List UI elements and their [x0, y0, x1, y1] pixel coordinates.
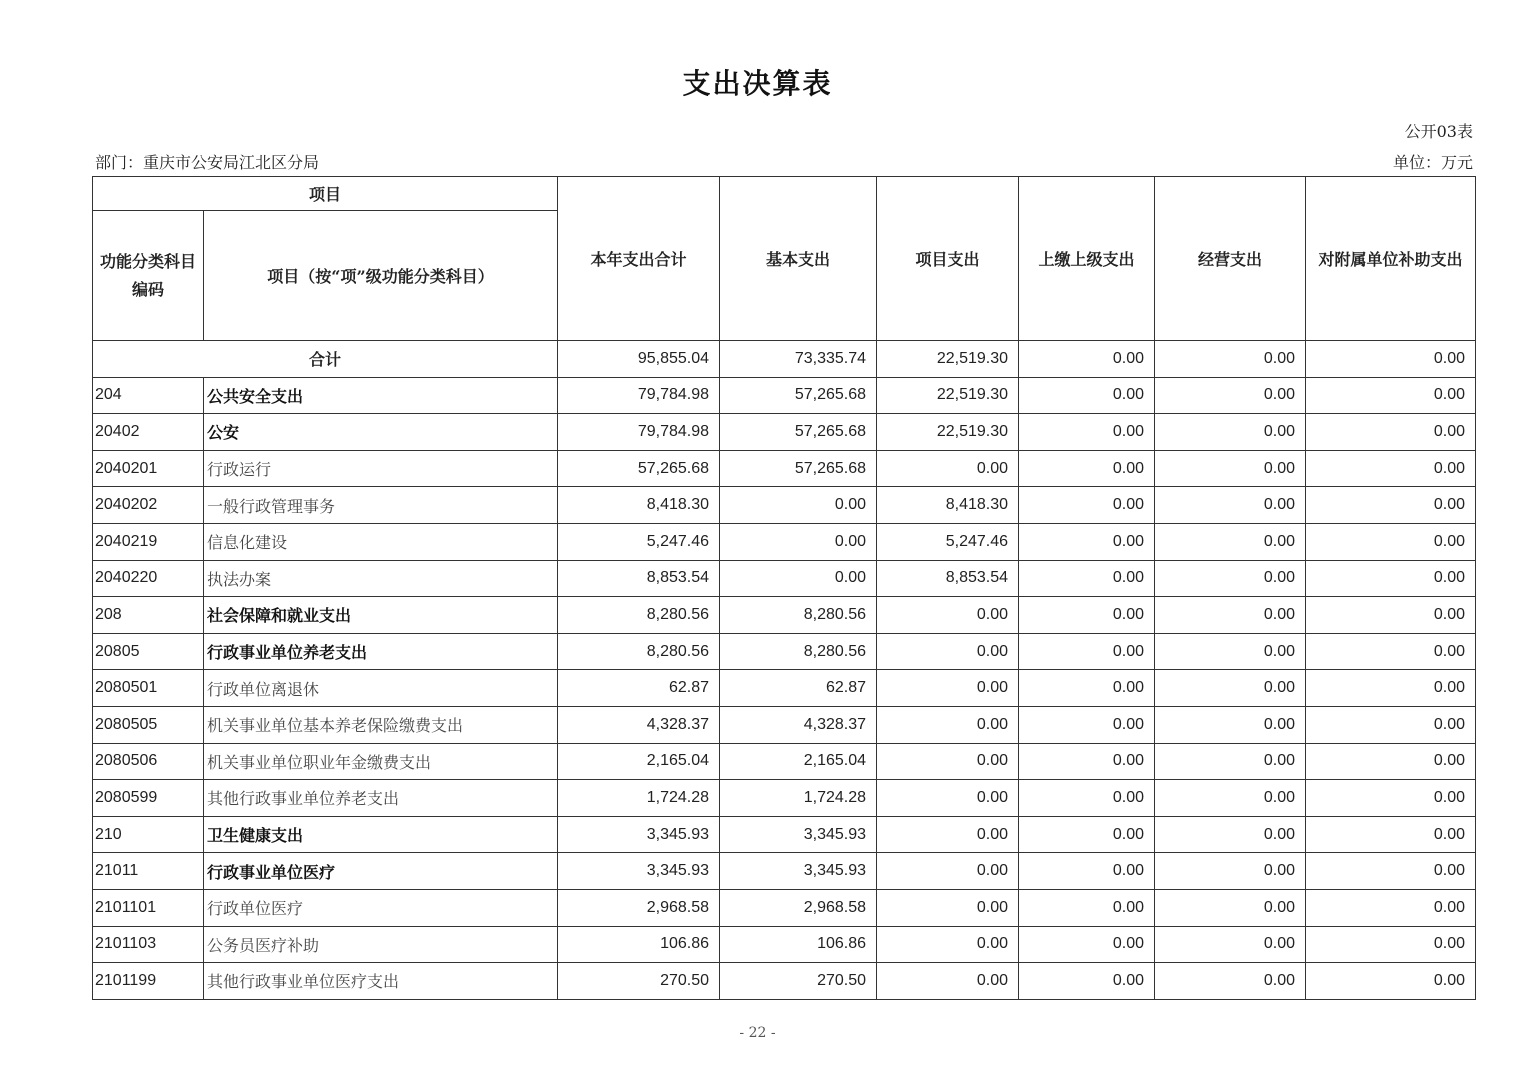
row-name: 机关事业单位基本养老保险缴费支出 — [204, 706, 558, 743]
table-row — [93, 853, 1476, 890]
row-code: 2101101 — [93, 889, 204, 926]
table-row — [93, 377, 1476, 414]
row-value: 270.50 — [720, 963, 877, 1000]
row-value: 0.00 — [1306, 780, 1476, 817]
row-value: 106.86 — [720, 926, 877, 963]
row-value: 0.00 — [1019, 780, 1155, 817]
row-value: 0.00 — [877, 706, 1019, 743]
header-subsidy: 对附属单位补助支出 — [1306, 177, 1476, 341]
table-row — [93, 963, 1476, 1000]
row-value: 3,345.93 — [558, 853, 720, 890]
row-value: 0.00 — [1155, 743, 1306, 780]
row-value: 0.00 — [1306, 743, 1476, 780]
row-value: 0.00 — [1019, 816, 1155, 853]
form-number: 公开03表 — [1404, 122, 1473, 141]
row-value: 0.00 — [720, 523, 877, 560]
row-value: 79,784.98 — [558, 414, 720, 451]
row-name: 行政单位离退休 — [204, 670, 558, 707]
row-value: 0.00 — [1306, 560, 1476, 597]
unit-label: 单位：万元 — [1392, 153, 1473, 172]
row-code: 2080501 — [93, 670, 204, 707]
row-value: 57,265.68 — [720, 414, 877, 451]
row-name: 执法办案 — [204, 560, 558, 597]
row-value: 0.00 — [1306, 597, 1476, 634]
row-value: 57,265.68 — [720, 377, 877, 414]
row-value: 0.00 — [1155, 597, 1306, 634]
row-value: 0.00 — [1019, 889, 1155, 926]
row-value: 0.00 — [877, 963, 1019, 1000]
row-value: 0.00 — [877, 450, 1019, 487]
row-value: 3,345.93 — [720, 853, 877, 890]
row-value: 0.00 — [1155, 414, 1306, 451]
row-code: 2101103 — [93, 926, 204, 963]
row-value: 0.00 — [1306, 523, 1476, 560]
header-upper: 上缴上级支出 — [1019, 177, 1155, 341]
row-name: 公共安全支出 — [204, 377, 558, 414]
row-value: 2,968.58 — [720, 889, 877, 926]
row-value: 0.00 — [1306, 670, 1476, 707]
total-cell: 0.00 — [1019, 341, 1155, 378]
total-cell: 73,335.74 — [720, 341, 877, 378]
row-value: 0.00 — [1306, 706, 1476, 743]
header-func-code: 功能分类科目编码 — [93, 211, 204, 341]
row-code: 2080505 — [93, 706, 204, 743]
row-value: 0.00 — [720, 487, 877, 524]
page-title: 支出决算表 — [682, 67, 833, 100]
row-value: 2,968.58 — [558, 889, 720, 926]
row-value: 22,519.30 — [877, 377, 1019, 414]
row-value: 8,280.56 — [558, 597, 720, 634]
row-value: 1,724.28 — [558, 780, 720, 817]
row-value: 8,280.56 — [720, 633, 877, 670]
row-value: 0.00 — [720, 560, 877, 597]
row-value: 0.00 — [1155, 780, 1306, 817]
row-code: 210 — [93, 816, 204, 853]
row-code: 2080506 — [93, 743, 204, 780]
row-name: 行政事业单位养老支出 — [204, 633, 558, 670]
row-value: 106.86 — [558, 926, 720, 963]
row-value: 0.00 — [1155, 963, 1306, 1000]
row-value: 0.00 — [1155, 670, 1306, 707]
table-row — [93, 926, 1476, 963]
row-code: 20402 — [93, 414, 204, 451]
row-value: 0.00 — [877, 597, 1019, 634]
header-project: 项目 — [93, 177, 558, 211]
row-value: 0.00 — [1019, 743, 1155, 780]
row-value: 62.87 — [720, 670, 877, 707]
table-row — [93, 450, 1476, 487]
row-code: 2080599 — [93, 780, 204, 817]
row-code: 204 — [93, 377, 204, 414]
row-value: 0.00 — [1019, 963, 1155, 1000]
row-value: 0.00 — [1306, 889, 1476, 926]
row-value: 0.00 — [877, 670, 1019, 707]
table-row — [93, 597, 1476, 634]
row-value: 4,328.37 — [558, 706, 720, 743]
table-row — [93, 706, 1476, 743]
row-value: 57,265.68 — [558, 450, 720, 487]
row-value: 0.00 — [1155, 816, 1306, 853]
row-value: 8,853.54 — [877, 560, 1019, 597]
row-value: 5,247.46 — [558, 523, 720, 560]
row-value: 0.00 — [1019, 560, 1155, 597]
row-code: 2040219 — [93, 523, 204, 560]
row-name: 公务员医疗补助 — [204, 926, 558, 963]
row-value: 0.00 — [1019, 670, 1155, 707]
row-value: 0.00 — [1019, 706, 1155, 743]
row-name: 公安 — [204, 414, 558, 451]
total-label: 合计 — [93, 341, 558, 378]
page-number: - 22 - — [739, 1025, 776, 1041]
row-value: 0.00 — [877, 743, 1019, 780]
row-value: 8,418.30 — [558, 487, 720, 524]
row-value: 0.00 — [1155, 926, 1306, 963]
row-value: 79,784.98 — [558, 377, 720, 414]
row-value: 0.00 — [1306, 487, 1476, 524]
row-value: 8,418.30 — [877, 487, 1019, 524]
header-item-name: 项目（按“项”级功能分类科目） — [204, 211, 558, 341]
row-value: 1,724.28 — [720, 780, 877, 817]
expenditure-table — [92, 176, 1476, 1000]
row-value: 22,519.30 — [877, 414, 1019, 451]
row-value: 0.00 — [877, 853, 1019, 890]
table-row — [93, 780, 1476, 817]
row-value: 0.00 — [1306, 633, 1476, 670]
row-value: 0.00 — [1155, 377, 1306, 414]
row-value: 0.00 — [1019, 523, 1155, 560]
row-code: 20805 — [93, 633, 204, 670]
row-code: 2040201 — [93, 450, 204, 487]
total-cell: 22,519.30 — [877, 341, 1019, 378]
row-value: 3,345.93 — [558, 816, 720, 853]
row-value: 0.00 — [1306, 377, 1476, 414]
header-total: 本年支出合计 — [558, 177, 720, 341]
header-operating: 经营支出 — [1155, 177, 1306, 341]
row-value: 0.00 — [1306, 853, 1476, 890]
row-value: 8,853.54 — [558, 560, 720, 597]
table-row — [93, 633, 1476, 670]
row-value: 0.00 — [877, 816, 1019, 853]
header-project-exp: 项目支出 — [877, 177, 1019, 341]
row-value: 0.00 — [1019, 633, 1155, 670]
row-value: 0.00 — [1155, 853, 1306, 890]
row-value: 8,280.56 — [558, 633, 720, 670]
row-name: 行政事业单位医疗 — [204, 853, 558, 890]
row-value: 0.00 — [1019, 597, 1155, 634]
row-value: 57,265.68 — [720, 450, 877, 487]
department-label: 部门：重庆市公安局江北区分局 — [95, 153, 320, 172]
row-value: 0.00 — [1155, 560, 1306, 597]
row-value: 0.00 — [1019, 377, 1155, 414]
row-value: 0.00 — [1019, 853, 1155, 890]
row-value: 4,328.37 — [720, 706, 877, 743]
row-code: 2101199 — [93, 963, 204, 1000]
row-value: 0.00 — [1306, 926, 1476, 963]
row-value: 0.00 — [877, 780, 1019, 817]
row-value: 5,247.46 — [877, 523, 1019, 560]
table-row — [93, 670, 1476, 707]
row-code: 2040202 — [93, 487, 204, 524]
table-row — [93, 487, 1476, 524]
row-name: 其他行政事业单位养老支出 — [204, 780, 558, 817]
row-name: 机关事业单位职业年金缴费支出 — [204, 743, 558, 780]
row-value: 0.00 — [877, 889, 1019, 926]
row-value: 0.00 — [1155, 487, 1306, 524]
table-row — [93, 889, 1476, 926]
row-name: 信息化建设 — [204, 523, 558, 560]
row-value: 3,345.93 — [720, 816, 877, 853]
row-value: 0.00 — [877, 926, 1019, 963]
table-row — [93, 560, 1476, 597]
row-value: 270.50 — [558, 963, 720, 1000]
row-value: 0.00 — [1155, 889, 1306, 926]
row-value: 0.00 — [1019, 487, 1155, 524]
row-value: 0.00 — [1306, 414, 1476, 451]
header-basic: 基本支出 — [720, 177, 877, 341]
row-value: 2,165.04 — [720, 743, 877, 780]
table-row — [93, 523, 1476, 560]
row-value: 0.00 — [1155, 633, 1306, 670]
row-code: 208 — [93, 597, 204, 634]
row-name: 行政单位医疗 — [204, 889, 558, 926]
table-row — [93, 414, 1476, 451]
row-name: 卫生健康支出 — [204, 816, 558, 853]
row-value: 0.00 — [1306, 816, 1476, 853]
row-name: 一般行政管理事务 — [204, 487, 558, 524]
row-value: 0.00 — [1019, 450, 1155, 487]
total-cell: 95,855.04 — [558, 341, 720, 378]
table-row — [93, 743, 1476, 780]
total-cell: 0.00 — [1306, 341, 1476, 378]
row-name: 行政运行 — [204, 450, 558, 487]
row-value: 0.00 — [1019, 926, 1155, 963]
row-value: 8,280.56 — [720, 597, 877, 634]
row-value: 0.00 — [1306, 963, 1476, 1000]
row-code: 21011 — [93, 853, 204, 890]
row-name: 其他行政事业单位医疗支出 — [204, 963, 558, 1000]
row-value: 0.00 — [1155, 706, 1306, 743]
total-cell: 0.00 — [1155, 341, 1306, 378]
total-row — [93, 341, 1476, 378]
table-row — [93, 816, 1476, 853]
row-value: 0.00 — [1306, 450, 1476, 487]
row-value: 0.00 — [877, 633, 1019, 670]
row-name: 社会保障和就业支出 — [204, 597, 558, 634]
row-value: 0.00 — [1019, 414, 1155, 451]
row-value: 2,165.04 — [558, 743, 720, 780]
row-code: 2040220 — [93, 560, 204, 597]
row-value: 0.00 — [1155, 450, 1306, 487]
row-value: 0.00 — [1155, 523, 1306, 560]
row-value: 62.87 — [558, 670, 720, 707]
